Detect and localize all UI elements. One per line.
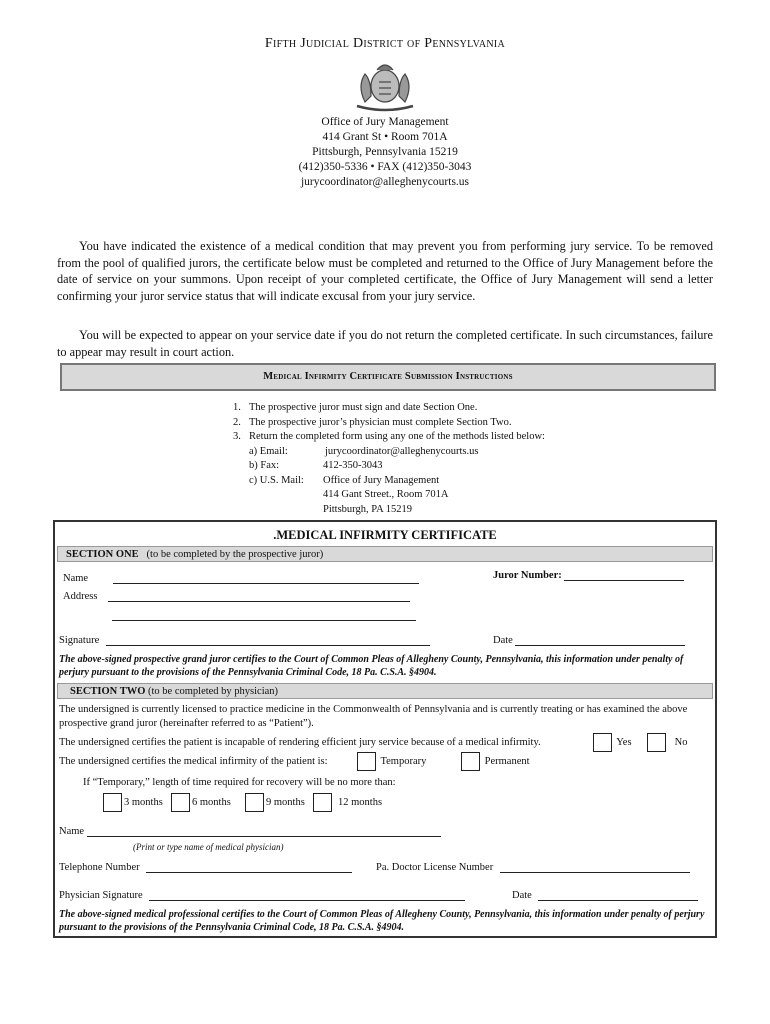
telephone-row: Telephone Number <box>59 861 352 873</box>
method-fax: b) Fax: 412-350-3043 <box>249 460 383 471</box>
section-one-header: SECTION ONE (to be completed by the prospective juror) <box>57 546 713 562</box>
no-option: No <box>647 733 687 752</box>
license-field[interactable] <box>500 861 690 873</box>
infirmity-row: The undersigned certifies the medical infirmity of the patient is: <box>59 756 328 767</box>
duration-9-months: 9 months <box>245 793 305 812</box>
duration-3-months: 3 months <box>103 793 163 812</box>
duration-6-months: 6 months <box>171 793 231 812</box>
juror-date-field[interactable] <box>515 634 685 646</box>
juror-number-field[interactable] <box>564 569 684 581</box>
juror-signature-field[interactable] <box>106 634 430 646</box>
physician-signature-row: Physician Signature <box>59 889 465 901</box>
list-item: 2. The prospective juror’s physician must complete Section Two. <box>233 416 512 428</box>
juror-date-row: Date <box>493 634 685 646</box>
pennsylvania-seal-icon <box>343 56 427 114</box>
office-email: jurycoordinator@alleghenycourts.us <box>300 176 470 188</box>
physician-name-hint: (Print or type name of medical physician) <box>133 842 284 852</box>
instructions-title: Medical Infirmity Certificate Submission Instructions <box>60 363 716 391</box>
district-title: Fifth Judicial District of Pennsylvania <box>264 36 506 51</box>
telephone-field[interactable] <box>146 861 352 873</box>
incapable-row: The undersigned certifies the patient is incapable of rendering efficient jury service because of a medical infirmity. <box>59 737 541 748</box>
permanent-checkbox[interactable] <box>461 752 480 771</box>
office-address <box>0 115 770 190</box>
physician-date-field[interactable] <box>538 889 698 901</box>
permanent-option: Permanent <box>461 752 530 771</box>
list-item: 1. The prospective juror must sign and date Section One. <box>233 402 478 413</box>
temporary-option: Temporary <box>357 752 426 771</box>
duration-checkbox[interactable] <box>313 793 332 812</box>
yes-option: Yes <box>593 733 632 752</box>
juror-name-field[interactable] <box>113 572 419 584</box>
medical-certificate <box>53 520 717 938</box>
licensed-text: The undersigned is currently licensed to practice medicine in the Commonwealth of Pennsylvania and is currently treating or has examined the above prospective grand juror (hereinafter referred to as “Patient”). <box>59 704 688 729</box>
physician-name-row: Name <box>59 825 441 837</box>
temporary-checkbox[interactable] <box>357 752 376 771</box>
method-mail: c) U.S. Mail: Office of Jury Management <box>249 474 440 486</box>
duration-checkbox[interactable] <box>103 793 122 812</box>
duration-12-months: 12 months <box>313 793 382 812</box>
license-row: Pa. Doctor License Number <box>376 861 690 873</box>
section-two-header: SECTION TWO (to be completed by physician) <box>57 683 713 699</box>
juror-signature-row: Signature <box>59 634 430 646</box>
intro-paragraph-1: You have indicated the existence of a medical condition that may prevent you from performing jury service. To be removed from the pool of qualified jurors, the certificate below must be completed and returned to the Office of Jury Management before the date of service on your summons. Upon receipt of your completed certificate, the Office of Jury Management will send a letter confirming your juror service status that will indicate excusal from your jury service. <box>57 239 713 303</box>
mail-address-line: Pittsburgh, PA 15219 <box>323 503 412 515</box>
no-checkbox[interactable] <box>647 733 666 752</box>
duration-checkbox[interactable] <box>171 793 190 812</box>
yes-checkbox[interactable] <box>593 733 612 752</box>
instructions-list <box>233 401 545 517</box>
physician-date-row: Date <box>512 889 698 901</box>
juror-name-row: Name <box>63 572 419 584</box>
recovery-length-text: If “Temporary,” length of time required for recovery will be no more than: <box>83 777 396 788</box>
juror-number-row: Juror Number: <box>493 569 684 581</box>
office-street: 414 Grant St • Room 701A <box>322 131 448 143</box>
address-row: Address <box>63 590 410 602</box>
physician-name-field[interactable] <box>87 825 441 837</box>
list-item: 3. Return the completed form using any one of the methods listed below: <box>233 431 545 442</box>
address-field-2[interactable] <box>112 609 416 621</box>
juror-certify-text: The above-signed prospective grand juror certifies to the Court of Common Pleas of Allegheny County, Pennsylvania, this information under penalty of perjury pursuant to the provisions of the Pennsylvania Criminal Code, 18 Pa. C.S.A. §4904. <box>59 654 684 678</box>
intro-paragraph-2: You will be expected to appear on your service date if you do not return the completed certificate. In such circumstances, failure to appear may result in court action. <box>57 328 713 359</box>
certificate-title: .MEDICAL INFIRMITY CERTIFICATE <box>273 528 497 542</box>
method-email: a) Email: jurycoordinator@alleghenycourts.us <box>249 445 479 457</box>
address-field-1[interactable] <box>108 590 410 602</box>
office-city: Pittsburgh, Pennsylvania 15219 <box>312 146 458 158</box>
duration-checkbox[interactable] <box>245 793 264 812</box>
office-phone: (412)350-5336 • FAX (412)350-3043 <box>298 161 472 173</box>
mail-address-line: 414 Gant Street., Room 701A <box>323 489 449 500</box>
office-name: Office of Jury Management <box>321 116 449 128</box>
physician-certify-text: The above-signed medical professional certifies to the Court of Common Pleas of Allegheny County, Pennsylvania, this information under penalty of perjury pursuant to the provisions of the Pennsylvania Criminal Code, 18 Pa. C.S.A. §4904. <box>59 909 705 933</box>
physician-signature-field[interactable] <box>149 889 465 901</box>
